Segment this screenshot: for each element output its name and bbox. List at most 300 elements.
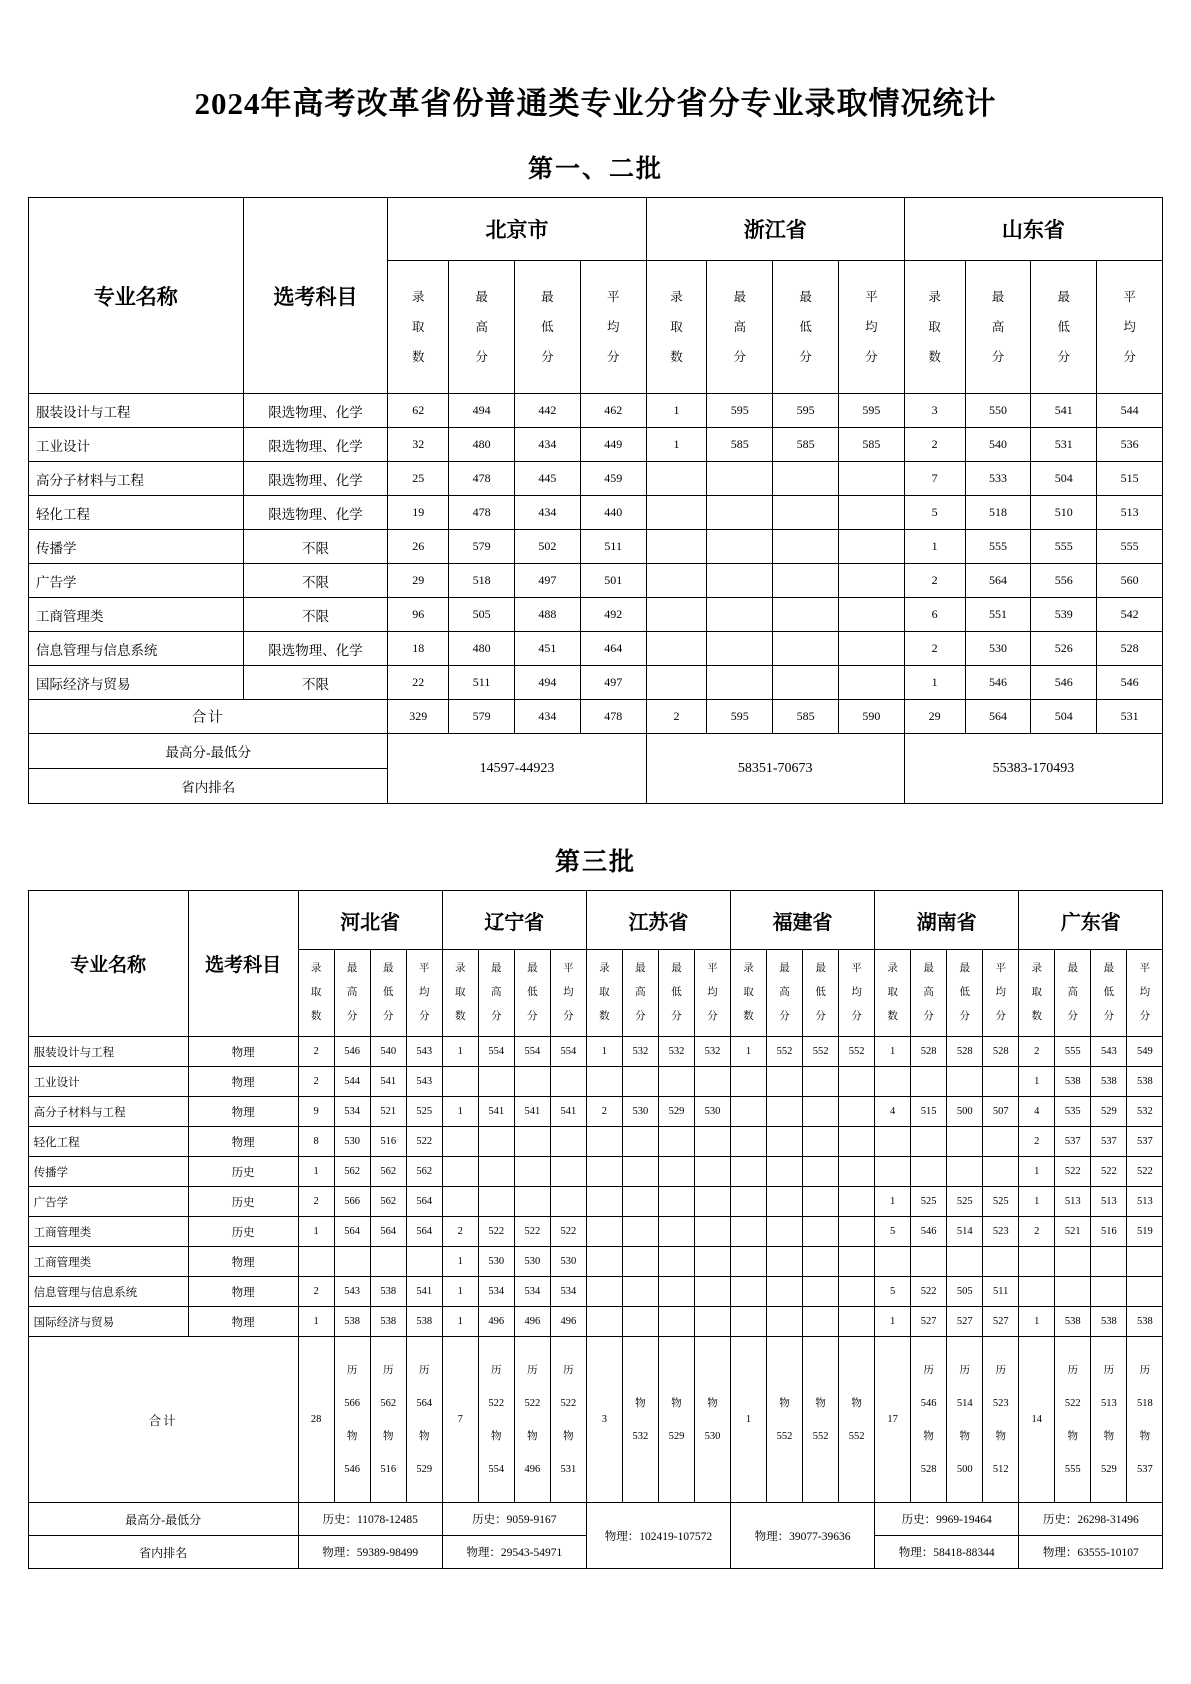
table-row [28, 1097, 1163, 1127]
score-cell: 522 [478, 1217, 514, 1247]
rank-value-physics: 物理：59389-98499 [298, 1536, 442, 1569]
score-cell [658, 1277, 694, 1307]
score-cell: 585 [838, 428, 904, 462]
score-cell: 516 [1091, 1217, 1127, 1247]
score-cell: 560 [1097, 564, 1163, 598]
score-cell: 530 [478, 1247, 514, 1277]
table-row [29, 530, 1163, 564]
score-cell [658, 1187, 694, 1217]
subheader-count: 录 取 数 [1019, 950, 1055, 1037]
score-cell: 507 [983, 1097, 1019, 1127]
score-cell [334, 1247, 370, 1277]
score-cell: 528 [983, 1037, 1019, 1067]
score-cell [514, 1187, 550, 1217]
score-cell: 494 [514, 666, 580, 700]
score-cell [731, 1247, 767, 1277]
score-cell [658, 1127, 694, 1157]
score-cell [839, 1307, 875, 1337]
subject-requirement: 不限 [243, 666, 388, 700]
table-row [28, 1187, 1163, 1217]
total-count: 7 [442, 1337, 478, 1503]
score-cell: 2 [904, 632, 965, 666]
score-cell [646, 530, 707, 564]
table2-rank-row-1 [28, 1503, 1163, 1536]
score-cell [646, 462, 707, 496]
total-score-cell: 历 566 物 546 [334, 1337, 370, 1503]
score-cell [646, 496, 707, 530]
score-cell: 8 [298, 1127, 334, 1157]
score-cell [658, 1217, 694, 1247]
total-score-cell: 历 523 物 512 [983, 1337, 1019, 1503]
score-cell: 1 [875, 1037, 911, 1067]
total-score-cell: 物 552 [803, 1337, 839, 1503]
table2-foot [28, 1337, 1163, 1569]
table-row [28, 1217, 1163, 1247]
header-subject: 选考科目 [243, 198, 388, 394]
total-count: 3 [586, 1337, 622, 1503]
score-cell: 29 [388, 564, 449, 598]
score-cell: 541 [514, 1097, 550, 1127]
score-cell [1055, 1247, 1091, 1277]
score-cell: 478 [449, 462, 515, 496]
score-cell: 2 [442, 1217, 478, 1247]
score-cell: 511 [449, 666, 515, 700]
score-cell [875, 1247, 911, 1277]
footer-label-province-rank: 省内排名 [29, 769, 388, 804]
score-cell: 480 [449, 632, 515, 666]
major-name: 国际经济与贸易 [28, 1307, 188, 1337]
table1-total-row [29, 700, 1163, 734]
score-cell: 538 [1127, 1307, 1163, 1337]
subject-requirement: 物理 [188, 1067, 298, 1097]
subheader-avg: 平 均 分 [406, 950, 442, 1037]
score-cell: 96 [388, 598, 449, 632]
score-cell [514, 1127, 550, 1157]
score-cell [622, 1247, 658, 1277]
score-cell [646, 632, 707, 666]
score-cell: 544 [334, 1067, 370, 1097]
score-cell [839, 1217, 875, 1247]
score-cell: 488 [514, 598, 580, 632]
score-cell: 434 [514, 496, 580, 530]
subject-requirement: 物理 [188, 1247, 298, 1277]
score-cell: 440 [580, 496, 646, 530]
subheader-max: 最 高 分 [911, 950, 947, 1037]
score-cell: 552 [767, 1037, 803, 1067]
score-cell [370, 1247, 406, 1277]
table-row [29, 598, 1163, 632]
total-score-cell: 历 513 物 529 [1091, 1337, 1127, 1503]
score-cell [767, 1067, 803, 1097]
subject-requirement: 历史 [188, 1217, 298, 1247]
score-cell: 494 [449, 394, 515, 428]
score-cell: 534 [478, 1277, 514, 1307]
score-cell [731, 1127, 767, 1157]
score-cell [947, 1247, 983, 1277]
score-cell: 564 [406, 1217, 442, 1247]
subheader-min: 最 低 分 [658, 950, 694, 1037]
score-cell: 1 [646, 428, 707, 462]
score-cell: 554 [514, 1037, 550, 1067]
table-row [29, 394, 1163, 428]
subheader-avg: 平 均 分 [838, 261, 904, 394]
total-score-cell: 历 514 物 500 [947, 1337, 983, 1503]
score-cell: 518 [965, 496, 1031, 530]
score-cell: 2 [1019, 1037, 1055, 1067]
score-cell [1091, 1277, 1127, 1307]
score-cell: 1 [731, 1037, 767, 1067]
score-cell [622, 1127, 658, 1157]
score-cell: 2 [904, 428, 965, 462]
table-row [29, 462, 1163, 496]
subheader-max: 最 高 分 [1055, 950, 1091, 1037]
score-cell: 26 [388, 530, 449, 564]
major-name: 高分子材料与工程 [28, 1097, 188, 1127]
score-cell: 6 [904, 598, 965, 632]
table-row [28, 1157, 1163, 1187]
score-cell [773, 496, 839, 530]
score-cell [773, 564, 839, 598]
score-cell: 513 [1091, 1187, 1127, 1217]
rank-value-history: 历史：9059-9167 [442, 1503, 586, 1536]
total-cell: 579 [449, 700, 515, 734]
total-score-cell: 物 532 [622, 1337, 658, 1503]
score-cell: 449 [580, 428, 646, 462]
score-cell: 543 [406, 1037, 442, 1067]
score-cell [550, 1187, 586, 1217]
score-cell: 513 [1055, 1187, 1091, 1217]
score-cell [838, 496, 904, 530]
score-cell: 514 [947, 1217, 983, 1247]
score-cell: 529 [658, 1097, 694, 1127]
score-cell: 521 [1055, 1217, 1091, 1247]
province-header-0: 北京市 [388, 198, 646, 261]
province-header-2: 山东省 [904, 198, 1162, 261]
score-cell: 2 [1019, 1127, 1055, 1157]
score-cell [586, 1307, 622, 1337]
score-cell: 525 [983, 1187, 1019, 1217]
score-cell: 544 [1097, 394, 1163, 428]
score-cell [838, 564, 904, 598]
batch-one-two-title: 第一、二批 [527, 156, 663, 183]
score-cell [911, 1247, 947, 1277]
score-cell: 1 [298, 1157, 334, 1187]
score-cell: 9 [298, 1097, 334, 1127]
table-row [29, 496, 1163, 530]
score-cell: 2 [298, 1277, 334, 1307]
total-score-cell: 物 529 [658, 1337, 694, 1503]
province-header-3: 福建省 [731, 891, 875, 950]
score-cell: 25 [388, 462, 449, 496]
total-cell: 504 [1031, 700, 1097, 734]
score-cell: 532 [658, 1037, 694, 1067]
score-cell [1019, 1247, 1055, 1277]
score-cell [731, 1307, 767, 1337]
score-cell: 511 [983, 1277, 1019, 1307]
subject-requirement: 历史 [188, 1157, 298, 1187]
footer-label-score-range: 最高分-最低分 [28, 1503, 298, 1536]
score-cell: 530 [514, 1247, 550, 1277]
score-cell: 541 [406, 1277, 442, 1307]
score-cell [298, 1247, 334, 1277]
score-cell: 1 [1019, 1067, 1055, 1097]
score-cell [773, 598, 839, 632]
score-cell [586, 1067, 622, 1097]
batch-three-table [28, 890, 1164, 1569]
score-cell: 555 [1031, 530, 1097, 564]
score-cell: 442 [514, 394, 580, 428]
score-cell: 2 [298, 1187, 334, 1217]
province-header-2: 江苏省 [586, 891, 730, 950]
rank-value-physics: 物理：39077-39636 [731, 1503, 875, 1569]
table-row [29, 428, 1163, 462]
subheader-min: 最 低 分 [370, 950, 406, 1037]
header-major: 专业名称 [28, 891, 188, 1037]
score-cell [478, 1127, 514, 1157]
table-row [28, 1307, 1163, 1337]
score-cell: 538 [370, 1277, 406, 1307]
score-cell: 521 [370, 1097, 406, 1127]
total-score-cell: 物 552 [839, 1337, 875, 1503]
score-cell [707, 462, 773, 496]
score-cell [875, 1157, 911, 1187]
score-cell: 480 [449, 428, 515, 462]
score-cell [694, 1157, 730, 1187]
score-cell [406, 1247, 442, 1277]
major-name: 轻化工程 [28, 1127, 188, 1157]
score-cell: 538 [1091, 1307, 1127, 1337]
major-name: 服装设计与工程 [29, 394, 244, 428]
score-cell: 527 [983, 1307, 1019, 1337]
subheader-min: 最 低 分 [1031, 261, 1097, 394]
footer-label-province-rank: 省内排名 [28, 1536, 298, 1569]
score-cell: 534 [514, 1277, 550, 1307]
score-cell [767, 1157, 803, 1187]
score-cell [839, 1277, 875, 1307]
header-subject: 选考科目 [188, 891, 298, 1037]
score-cell [646, 666, 707, 700]
subheader-count: 录 取 数 [442, 950, 478, 1037]
score-cell: 555 [965, 530, 1031, 564]
table-row [29, 632, 1163, 666]
score-cell [838, 666, 904, 700]
score-cell [694, 1067, 730, 1097]
total-cell: 2 [646, 700, 707, 734]
score-cell: 538 [1127, 1067, 1163, 1097]
score-cell [911, 1157, 947, 1187]
major-name: 工业设计 [29, 428, 244, 462]
score-cell: 532 [694, 1037, 730, 1067]
score-cell: 546 [1031, 666, 1097, 700]
total-score-cell: 历 546 物 528 [911, 1337, 947, 1503]
score-cell: 535 [1055, 1097, 1091, 1127]
subheader-count: 录 取 数 [388, 261, 449, 394]
total-score-cell: 物 530 [694, 1337, 730, 1503]
score-cell [839, 1067, 875, 1097]
subheader-avg: 平 均 分 [1097, 261, 1163, 394]
total-score-cell: 历 522 物 531 [550, 1337, 586, 1503]
score-cell: 585 [773, 428, 839, 462]
table-row [29, 564, 1163, 598]
score-cell: 1 [442, 1307, 478, 1337]
score-cell: 564 [370, 1217, 406, 1247]
score-cell: 1 [442, 1247, 478, 1277]
total-cell: 590 [838, 700, 904, 734]
score-cell [1019, 1277, 1055, 1307]
total-score-cell: 物 552 [767, 1337, 803, 1503]
score-cell: 7 [904, 462, 965, 496]
subject-requirement: 限选物理、化学 [243, 462, 388, 496]
subject-requirement: 限选物理、化学 [243, 428, 388, 462]
score-cell: 523 [983, 1217, 1019, 1247]
score-cell: 546 [1097, 666, 1163, 700]
score-cell: 546 [965, 666, 1031, 700]
major-name: 广告学 [29, 564, 244, 598]
score-cell: 552 [839, 1037, 875, 1067]
score-cell [658, 1247, 694, 1277]
subject-requirement: 历史 [188, 1187, 298, 1217]
rank-value-2: 55383-170493 [904, 734, 1162, 804]
score-cell [694, 1277, 730, 1307]
score-cell: 537 [1055, 1127, 1091, 1157]
rank-value-history: 历史：26298-31496 [1019, 1503, 1163, 1536]
score-cell: 539 [1031, 598, 1097, 632]
score-cell [586, 1247, 622, 1277]
score-cell: 564 [334, 1217, 370, 1247]
score-cell: 4 [1019, 1097, 1055, 1127]
total-cell: 564 [965, 700, 1031, 734]
score-cell: 528 [911, 1037, 947, 1067]
subject-requirement: 物理 [188, 1037, 298, 1067]
score-cell: 1 [904, 666, 965, 700]
subheader-count: 录 取 数 [298, 950, 334, 1037]
score-cell [911, 1127, 947, 1157]
score-cell: 496 [514, 1307, 550, 1337]
subheader-max: 最 高 分 [478, 950, 514, 1037]
score-cell [442, 1067, 478, 1097]
total-cell: 329 [388, 700, 449, 734]
subject-requirement: 不限 [243, 564, 388, 598]
score-cell [983, 1067, 1019, 1097]
table-row [28, 1037, 1163, 1067]
score-cell: 541 [550, 1097, 586, 1127]
score-cell [875, 1067, 911, 1097]
batch-one-two-table [28, 197, 1163, 804]
page-title: 2024年高考改革省份普通类专业分省分专业录取情况统计 [194, 86, 997, 121]
score-cell [478, 1067, 514, 1097]
score-cell [803, 1307, 839, 1337]
subheader-max: 最 高 分 [767, 950, 803, 1037]
score-cell [550, 1157, 586, 1187]
score-cell [478, 1157, 514, 1187]
score-cell [694, 1187, 730, 1217]
total-cell: 585 [773, 700, 839, 734]
score-cell: 1 [442, 1097, 478, 1127]
major-name: 工商管理类 [28, 1247, 188, 1277]
score-cell: 434 [514, 428, 580, 462]
score-cell: 1 [1019, 1157, 1055, 1187]
score-cell: 1 [1019, 1187, 1055, 1217]
score-cell: 18 [388, 632, 449, 666]
score-cell: 445 [514, 462, 580, 496]
score-cell: 538 [334, 1307, 370, 1337]
score-cell: 502 [514, 530, 580, 564]
subheader-min: 最 低 分 [947, 950, 983, 1037]
score-cell [1127, 1247, 1163, 1277]
major-name: 广告学 [28, 1187, 188, 1217]
score-cell [586, 1277, 622, 1307]
rank-value-1: 58351-70673 [646, 734, 904, 804]
score-cell: 541 [1031, 394, 1097, 428]
score-cell [622, 1157, 658, 1187]
score-cell [622, 1067, 658, 1097]
score-cell: 1 [875, 1307, 911, 1337]
subject-requirement: 限选物理、化学 [243, 394, 388, 428]
score-cell [707, 632, 773, 666]
rank-value-physics: 物理：29543-54971 [442, 1536, 586, 1569]
score-cell: 32 [388, 428, 449, 462]
score-cell [767, 1277, 803, 1307]
subheader-avg: 平 均 分 [983, 950, 1019, 1037]
score-cell [767, 1217, 803, 1247]
province-header-4: 湖南省 [875, 891, 1019, 950]
table1-head [29, 198, 1163, 394]
score-cell: 1 [586, 1037, 622, 1067]
score-cell: 497 [580, 666, 646, 700]
score-cell: 555 [1055, 1037, 1091, 1067]
score-cell: 522 [406, 1127, 442, 1157]
score-cell [911, 1067, 947, 1097]
score-cell: 540 [965, 428, 1031, 462]
score-cell [694, 1127, 730, 1157]
score-cell: 595 [838, 394, 904, 428]
subheader-min: 最 低 分 [773, 261, 839, 394]
score-cell: 497 [514, 564, 580, 598]
score-cell [514, 1157, 550, 1187]
table2-head [28, 891, 1163, 1037]
score-cell: 538 [1091, 1067, 1127, 1097]
score-cell [586, 1217, 622, 1247]
score-cell: 538 [1055, 1307, 1091, 1337]
total-label: 合计 [29, 700, 388, 734]
subheader-min: 最 低 分 [1091, 950, 1127, 1037]
score-cell [646, 564, 707, 598]
score-cell: 527 [911, 1307, 947, 1337]
score-cell: 522 [1127, 1157, 1163, 1187]
header-major: 专业名称 [29, 198, 244, 394]
score-cell: 551 [965, 598, 1031, 632]
score-cell: 519 [1127, 1217, 1163, 1247]
score-cell [442, 1157, 478, 1187]
score-cell [839, 1157, 875, 1187]
score-cell [767, 1307, 803, 1337]
score-cell [707, 496, 773, 530]
score-cell: 5 [904, 496, 965, 530]
major-name: 国际经济与贸易 [29, 666, 244, 700]
table1-foot [29, 700, 1163, 804]
score-cell: 492 [580, 598, 646, 632]
score-cell: 2 [586, 1097, 622, 1127]
score-cell [622, 1217, 658, 1247]
major-name: 信息管理与信息系统 [29, 632, 244, 666]
total-cell: 478 [580, 700, 646, 734]
score-cell [707, 530, 773, 564]
score-cell [947, 1127, 983, 1157]
score-cell: 505 [947, 1277, 983, 1307]
score-cell: 522 [1055, 1157, 1091, 1187]
subheader-avg: 平 均 分 [1127, 950, 1163, 1037]
score-cell [839, 1127, 875, 1157]
